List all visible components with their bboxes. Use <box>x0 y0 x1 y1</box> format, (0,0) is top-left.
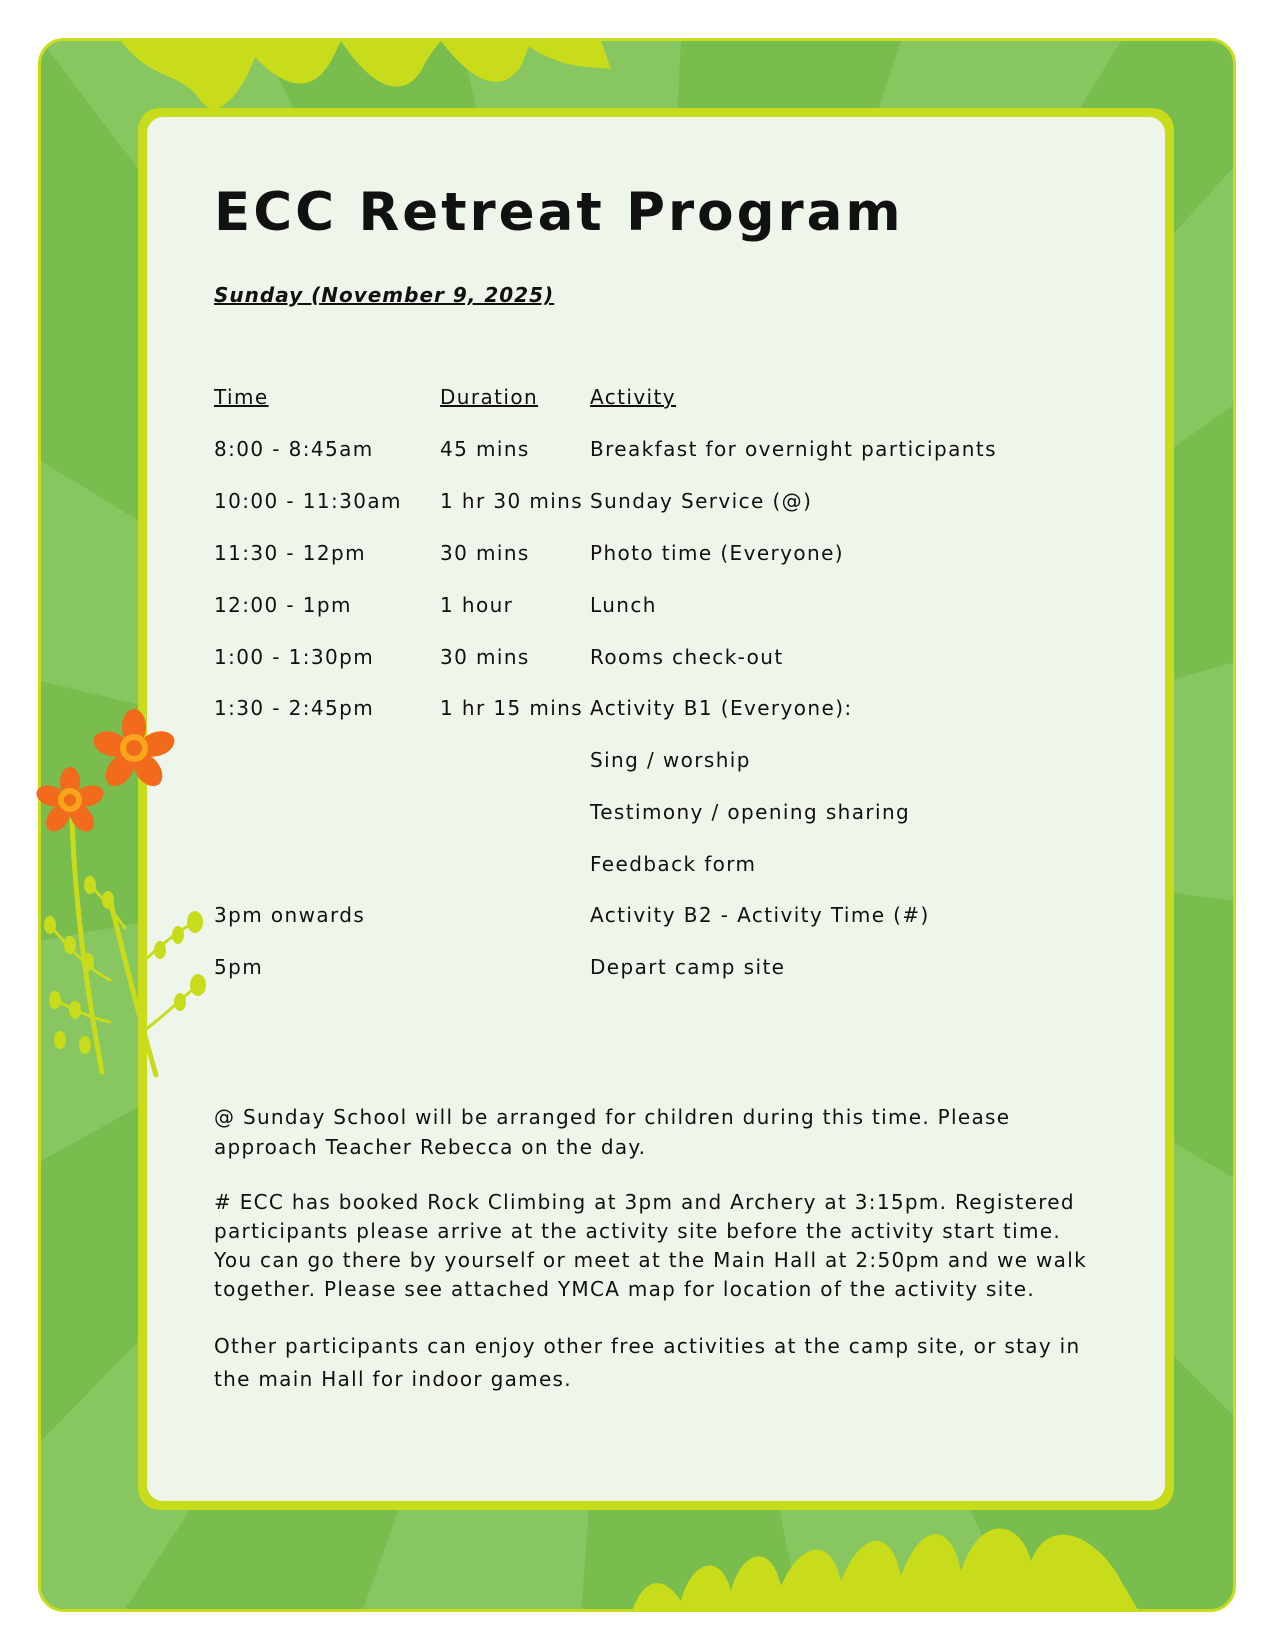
row-activity: Activity B2 - Activity Time (#) <box>590 903 930 927</box>
stem <box>110 900 156 1075</box>
row-time: 1:30 - 2:45pm <box>214 696 375 720</box>
vine <box>55 1000 110 1022</box>
row-activity: Depart camp site <box>590 955 786 979</box>
flower-vine-decoration <box>30 700 220 1090</box>
header-activity: Activity <box>590 385 676 409</box>
row-time: 11:30 - 12pm <box>214 541 366 565</box>
table-row <box>214 852 1114 880</box>
table-row <box>214 800 1114 828</box>
table-row <box>214 903 1114 931</box>
vine <box>145 985 198 1030</box>
row-time: 5pm <box>214 955 264 979</box>
row-activity: Rooms check-out <box>590 645 784 669</box>
row-activity: Sing / worship <box>590 748 751 772</box>
row-activity: Testimony / opening sharing <box>590 800 911 824</box>
note-activity-booking: # ECC has booked Rock Climbing at 3pm and Archery at 3:15pm. Registered participants please arrive at the activity site before the activity start time. You can go there by yourself or meet at the Main Hall at 2:50pm and we walk together. Please see attached YMCA map for location of the activity site. <box>214 1190 1087 1301</box>
row-time: 8:00 - 8:45am <box>214 437 374 461</box>
row-duration: 1 hour <box>440 593 514 617</box>
row-duration: 1 hr 30 mins <box>440 489 584 513</box>
table-row <box>214 645 1114 673</box>
row-time: 12:00 - 1pm <box>214 593 352 617</box>
row-activity: Activity B1 (Everyone): <box>590 696 853 720</box>
flower-large <box>90 709 178 792</box>
row-activity: Breakfast for overnight participants <box>590 437 997 461</box>
row-duration: 45 mins <box>440 437 530 461</box>
row-activity: Lunch <box>590 593 657 617</box>
stem <box>72 820 102 1072</box>
row-time: 1:00 - 1:30pm <box>214 645 375 669</box>
schedule-header-row <box>214 385 1114 413</box>
table-row <box>214 955 1114 983</box>
row-duration: 30 mins <box>440 645 530 669</box>
date-heading: Sunday (November 9, 2025) <box>214 283 555 307</box>
row-time: 10:00 - 11:30am <box>214 489 402 513</box>
vine <box>140 922 195 965</box>
row-duration: 1 hr 15 mins <box>440 696 584 720</box>
header-duration: Duration <box>440 385 539 409</box>
row-activity: Photo time (Everyone) <box>590 541 845 565</box>
row-time: 3pm onwards <box>214 903 366 927</box>
table-row <box>214 696 1114 724</box>
page-title: ECC Retreat Program <box>214 182 904 243</box>
table-row <box>214 489 1114 517</box>
row-duration: 30 mins <box>440 541 530 565</box>
header-time: Time <box>214 385 269 409</box>
note-sunday-school: @ Sunday School will be arranged for children during this time. Please approach Teacher Rebecca on the day. <box>214 1105 1011 1159</box>
table-row <box>214 437 1114 465</box>
table-row <box>214 593 1114 621</box>
row-activity: Feedback form <box>590 852 757 876</box>
table-row <box>214 748 1114 776</box>
row-activity: Sunday Service (@) <box>590 489 813 513</box>
table-row <box>214 541 1114 569</box>
note-other-participants: Other participants can enjoy other free activities at the camp site, or stay in the main Hall for indoor games. <box>214 1334 1081 1391</box>
